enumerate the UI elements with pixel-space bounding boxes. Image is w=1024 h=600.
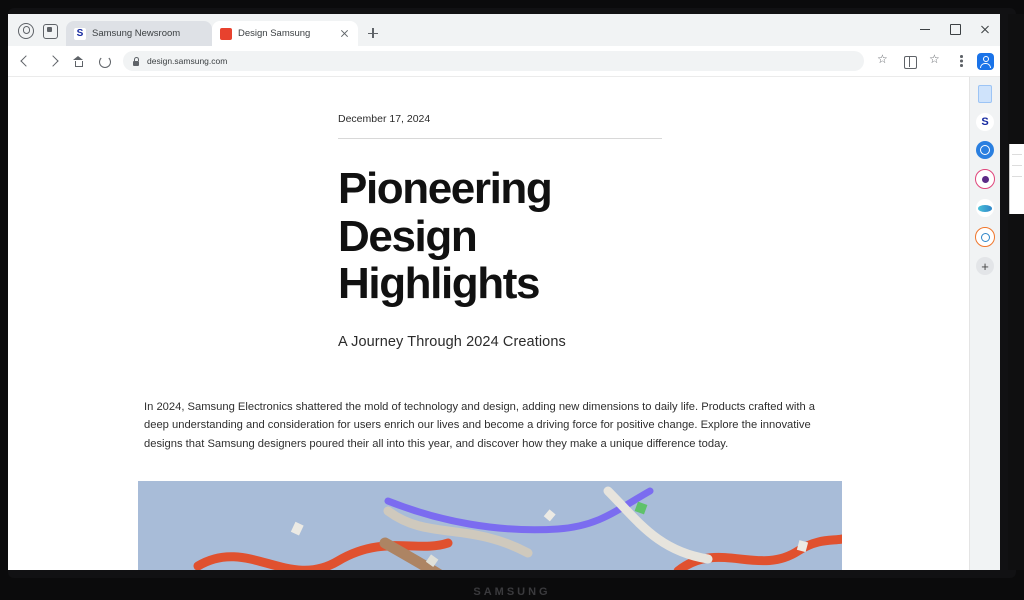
split-view-icon[interactable] [897, 49, 921, 73]
favorites-icon[interactable] [923, 49, 947, 73]
orange-ring-icon[interactable] [975, 227, 995, 247]
article [8, 113, 969, 570]
url-text: design.samsung.com [147, 56, 228, 66]
close-window-button[interactable] [970, 18, 1000, 40]
samsung-icon[interactable]: S [976, 113, 994, 131]
tab-title: Samsung Newsroom [92, 28, 181, 39]
samsung-favicon-icon: S [74, 28, 86, 40]
star-glyph: ☆ [877, 52, 888, 66]
browser-toolbar [8, 46, 1000, 77]
desktop-background-sliver [1008, 14, 1024, 570]
new-tab-button[interactable] [363, 23, 383, 43]
window-controls [910, 18, 1000, 46]
browser-side-panel [969, 77, 1000, 570]
browser-viewport [8, 77, 1000, 570]
reading-list-icon[interactable] [978, 85, 992, 103]
lock-icon [132, 57, 140, 66]
maximize-button[interactable] [940, 18, 970, 40]
address-bar[interactable] [123, 51, 864, 71]
bookmark-star-icon[interactable] [871, 49, 895, 73]
browser-window [8, 14, 1000, 570]
headline-line-1: Pioneering [338, 164, 552, 213]
background-window-sliver[interactable] [1009, 144, 1024, 214]
article-body: In 2024, Samsung Electronics shattered the mold of technology and design, adding new dimensions to daily life. Products crafted with a deep understanding and consideration for users enrich our lives and become a driving force for positive change. Explore the innovative designs that Samsung designers poured their all into this year, and discover how they make a unique difference today. [144, 400, 816, 450]
article-meta [338, 113, 662, 139]
page-title [338, 165, 678, 308]
monitor-brand-label: SAMSUNG [473, 586, 551, 598]
tab-samsung-newsroom[interactable] [66, 21, 212, 46]
blue-circle-icon[interactable] [976, 141, 994, 159]
profile-switch-icon[interactable] [18, 23, 34, 39]
hero-artwork [138, 481, 842, 570]
add-panel-icon[interactable]: + [976, 257, 994, 275]
minimize-button[interactable] [910, 18, 940, 40]
star-glyph-2: ☆ [929, 52, 940, 66]
tab-overview-icon[interactable] [43, 24, 58, 39]
tab-strip [8, 14, 1000, 46]
tab-design-samsung[interactable] [212, 21, 358, 46]
article-subtitle: A Journey Through 2024 Creations [338, 333, 566, 350]
publish-date: December 17, 2024 [338, 113, 431, 125]
headline-line-3: Highlights [338, 259, 540, 309]
teal-wave-icon[interactable] [976, 199, 994, 217]
close-icon[interactable] [338, 28, 350, 40]
browser-menu-icon[interactable] [949, 49, 973, 73]
hero-illustration [138, 481, 842, 570]
pink-circle-icon[interactable] [975, 169, 995, 189]
reload-button[interactable] [92, 49, 116, 73]
divider [338, 138, 662, 139]
tab-title: Design Samsung [238, 28, 311, 39]
design-samsung-favicon-icon [220, 28, 232, 40]
back-button[interactable] [14, 49, 38, 73]
headline-line-2: Design [338, 211, 477, 261]
tab-strip-left-icons [8, 23, 66, 46]
profile-avatar[interactable] [977, 53, 994, 70]
web-page-content [8, 77, 969, 570]
home-button[interactable] [66, 49, 90, 73]
forward-button[interactable] [40, 49, 64, 73]
